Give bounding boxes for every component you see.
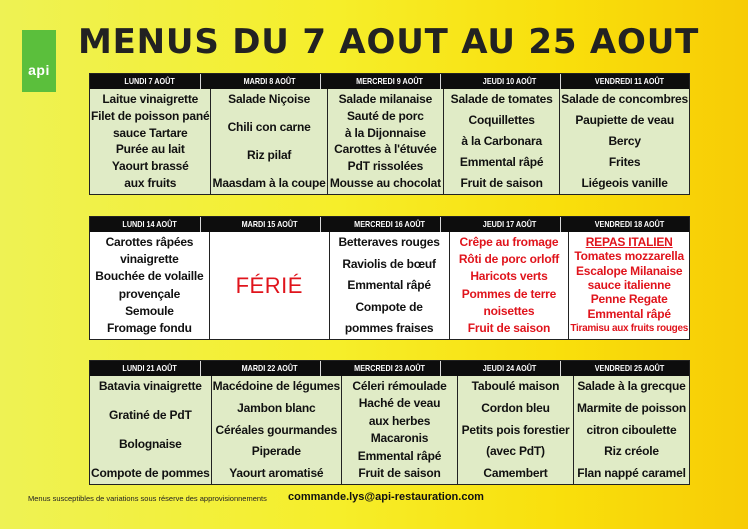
day-menu-cell xyxy=(574,376,689,484)
menu-item: (avec PdT) xyxy=(486,444,545,459)
menu-item: Haricots verts xyxy=(470,269,548,284)
week-3-body-row xyxy=(90,376,689,484)
menu-item: Camembert xyxy=(483,466,548,480)
menu-item: Macaronis xyxy=(370,431,429,446)
day-header: JEUDI 10 AOÛT xyxy=(459,74,561,89)
day-header: VENDREDI 25 AOÛT xyxy=(594,363,665,373)
menu-item: Tiramisu aux fruits rouges xyxy=(570,322,688,334)
menu-item: Compote de pommes xyxy=(91,466,210,480)
menu-item: Filet de poisson pané xyxy=(91,108,210,123)
day-header: LUNDI 14 AOÛT xyxy=(99,217,201,232)
menu-item: Salade à la grecque xyxy=(577,379,686,393)
menu-item: Mousse au chocolat xyxy=(329,175,441,190)
day-menu-cell xyxy=(450,232,570,339)
menu-item: Macédoine de légumes xyxy=(212,379,340,393)
week-2-menu-table xyxy=(89,216,690,340)
menu-item: Flan nappé caramel xyxy=(577,466,686,480)
day-menu-cell xyxy=(90,232,210,339)
menu-item: Penne Regate xyxy=(590,292,668,307)
day-header: MERCREDI 23 AOÛT xyxy=(339,361,441,376)
menu-item: Carottes râpées xyxy=(105,235,194,249)
special-menu-title: REPAS ITALIEN xyxy=(585,235,673,249)
menu-item: Tomates mozzarella xyxy=(574,249,684,264)
menu-item: Liégeois vanille xyxy=(581,176,668,190)
menu-item: à la Dijonnaise xyxy=(344,125,426,140)
menu-item: Jambon blanc xyxy=(237,400,316,415)
day-menu-cell-special xyxy=(569,232,689,339)
menu-item: Emmental râpé xyxy=(347,278,431,292)
disclaimer-note: Menus susceptibles de variations sous réserve des approvisionnements xyxy=(28,494,267,503)
day-menu-cell xyxy=(212,376,342,484)
day-menu-cell-holiday xyxy=(210,232,330,339)
week-1-menu-table xyxy=(89,73,690,195)
day-menu-cell xyxy=(90,376,212,484)
week-3-header-row xyxy=(90,361,689,376)
menu-item: Riz créole xyxy=(604,444,659,459)
week-1-body-row xyxy=(90,89,689,194)
menu-item: Salade Niçoise xyxy=(228,92,311,106)
contact-email: commande.lys@api-restauration.com xyxy=(288,491,484,503)
menu-item: Fruit de saison xyxy=(460,176,543,190)
menu-item: Yaourt aromatisé xyxy=(229,466,324,480)
menu-item: Escalope Milanaise xyxy=(575,263,683,278)
menu-item: Riz pilaf xyxy=(247,148,292,162)
menu-item: PdT rissolées xyxy=(347,159,424,174)
menu-item: Pommes de terre xyxy=(461,286,557,301)
menu-item: Bolognaise xyxy=(118,437,182,451)
menu-item: Crêpe au fromage xyxy=(459,235,559,249)
day-header: LUNDI 21 AOÛT xyxy=(99,361,201,376)
logo-text: api xyxy=(28,62,50,78)
day-header: JEUDI 24 AOÛT xyxy=(459,361,561,376)
menu-item: Yaourt brassé xyxy=(111,159,189,174)
menu-item: Emmental râpé xyxy=(587,306,671,321)
menu-item: vinaigrette xyxy=(120,252,179,267)
menu-item: Taboulé maison xyxy=(471,379,560,393)
week-1-header-row xyxy=(90,74,689,89)
menu-item: Compote de xyxy=(355,299,423,314)
menu-item: Purée au lait xyxy=(115,142,185,157)
day-header: JEUDI 17 AOÛT xyxy=(459,217,561,232)
day-header: MERCREDI 16 AOÛT xyxy=(339,217,441,232)
menu-item: Fruit de saison xyxy=(358,465,441,480)
menu-item: citron ciboulette xyxy=(586,422,677,437)
menu-item: Gratiné de PdT xyxy=(109,408,192,422)
day-header: MARDI 22 AOÛT xyxy=(219,361,321,376)
day-menu-cell xyxy=(560,89,689,194)
menu-item: Paupiette de veau xyxy=(575,113,674,127)
menu-item: Emmental râpé xyxy=(357,448,442,463)
day-menu-cell xyxy=(342,376,458,484)
day-menu-cell xyxy=(458,376,574,484)
api-logo xyxy=(22,30,56,92)
menu-item: Raviolis de bœuf xyxy=(342,256,436,271)
day-header: MERCREDI 9 AOÛT xyxy=(339,74,441,89)
menu-item: Cordon bleu xyxy=(481,400,550,415)
menu-item: Laitue vinaigrette xyxy=(102,92,199,106)
menu-item: Coquillettes xyxy=(468,113,535,127)
menu-item: Semoule xyxy=(125,303,174,318)
menu-item: Emmental râpé xyxy=(459,155,544,169)
day-menu-cell xyxy=(330,232,450,339)
menu-item: aux fruits xyxy=(124,175,177,190)
menu-item: Salade milanaise xyxy=(338,92,433,106)
menu-item: Céréales gourmandes xyxy=(215,422,338,437)
menu-item: Maasdam à la coupe xyxy=(212,176,326,190)
menu-item: sauce italienne xyxy=(587,277,671,292)
holiday-label: FÉRIÉ xyxy=(235,272,303,298)
menu-item: sauce Tartare xyxy=(112,125,188,140)
menu-item: noisettes xyxy=(483,303,535,318)
menu-item: Haché de veau xyxy=(358,396,441,411)
menu-item: Bouchée de volaille xyxy=(95,269,204,284)
menu-item: pommes fraises xyxy=(344,321,434,335)
menu-item: Céleri rémoulade xyxy=(352,379,447,393)
day-header: VENDREDI 18 AOÛT xyxy=(594,219,665,229)
day-header: MARDI 15 AOÛT xyxy=(219,217,321,232)
day-menu-cell xyxy=(444,89,560,194)
day-header: VENDREDI 11 AOÛT xyxy=(594,76,665,86)
menu-item: Rôti de porc orloff xyxy=(458,252,560,267)
menu-item: Salade de concombres xyxy=(561,92,688,106)
menu-item: Frites xyxy=(608,155,641,169)
day-header: LUNDI 7 AOÛT xyxy=(99,74,201,89)
page-title: MENUS DU 7 AOUT AU 25 AOUT xyxy=(78,22,700,62)
week-2-body-row xyxy=(90,232,689,339)
menu-item: Betteraves rouges xyxy=(338,235,440,249)
menu-item: Chili con carne xyxy=(227,120,311,134)
menu-item: Bercy xyxy=(608,134,641,148)
day-menu-cell xyxy=(211,89,327,194)
menu-item: Fromage fondu xyxy=(107,320,192,335)
week-3-menu-table xyxy=(89,360,690,485)
menu-item: Fruit de saison xyxy=(467,320,551,335)
menu-item: aux herbes xyxy=(368,413,431,428)
menu-item: provençale xyxy=(118,286,181,301)
menu-item: Marmite de poisson xyxy=(576,400,687,415)
menu-item: à la Carbonara xyxy=(461,134,542,148)
day-header: MARDI 8 AOÛT xyxy=(219,74,321,89)
menu-item: Piperade xyxy=(251,444,301,459)
menu-item: Salade de tomates xyxy=(450,92,553,106)
menu-item: Carottes à l'étuvée xyxy=(334,142,437,157)
menu-item: Batavia vinaigrette xyxy=(98,379,202,393)
menu-item: Sauté de porc xyxy=(347,108,424,123)
day-menu-cell xyxy=(90,89,211,194)
day-menu-cell xyxy=(328,89,444,194)
week-2-header-row xyxy=(90,217,689,232)
menu-item: Petits pois forestier xyxy=(461,422,570,437)
